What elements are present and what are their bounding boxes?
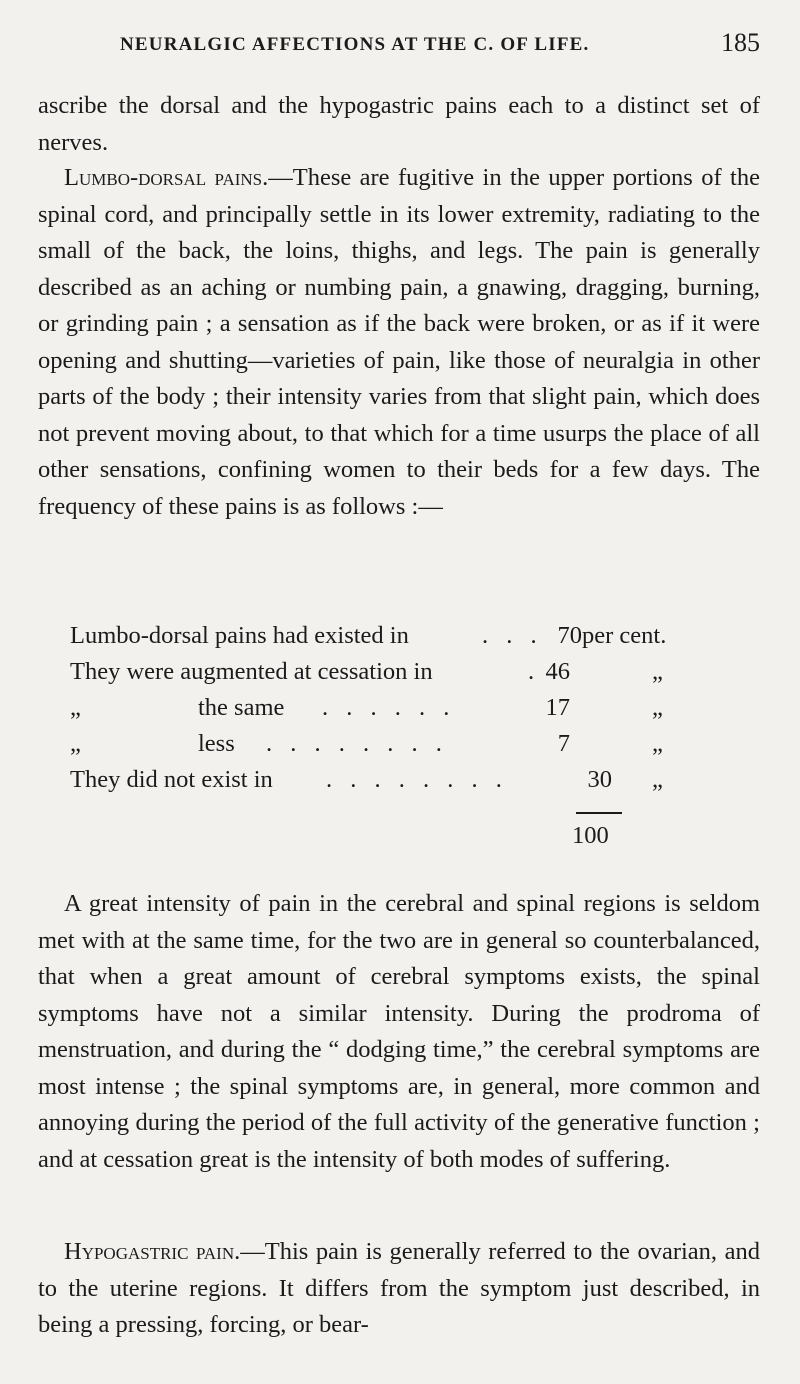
- leader-dots: . . . . . . . .: [266, 730, 448, 757]
- row-unit: „: [652, 730, 663, 757]
- row-label: They did not exist in: [70, 766, 273, 793]
- table-row: [70, 622, 760, 658]
- ditto-mark: „: [70, 730, 81, 757]
- row-unit: „: [652, 766, 663, 793]
- page-number: 185: [721, 28, 760, 57]
- row-value: 30: [587, 766, 612, 793]
- paragraph-hypogastric: [38, 1234, 760, 1344]
- frequency-table: [70, 622, 760, 849]
- section-heading-hypogastric: Hypogastric pain.: [64, 1238, 241, 1265]
- row-unit: „: [652, 694, 663, 721]
- ditto-mark: „: [70, 694, 81, 721]
- paragraph-text: ascribe the dorsal and the hypogastric pains each to a distinct set of nerves.: [38, 92, 760, 156]
- row-value: 7: [557, 730, 570, 757]
- row-unit: „: [652, 658, 663, 685]
- row-label: less: [198, 730, 235, 757]
- row-value: 70: [557, 622, 582, 649]
- table-total: 100: [572, 822, 609, 849]
- leader-dots: .: [528, 658, 541, 685]
- paragraph-lumbo-dorsal: [38, 160, 760, 525]
- section-heading-lumbo-dorsal: Lumbo-dorsal pains.: [64, 164, 269, 191]
- row-label: the same: [198, 694, 285, 721]
- paragraph-continuation: [38, 88, 760, 161]
- page-header: [120, 28, 760, 64]
- table-row: [70, 694, 760, 730]
- total-rule: [576, 812, 622, 814]
- row-unit: per cent.: [582, 622, 667, 649]
- leader-dots: . . . . . . . .: [326, 766, 508, 793]
- paragraph-text: —This pain is generally referred to the ovarian, and to the uterine regions. It differs from the symptom just described, in being a pressing, forcing, or bear-: [38, 1238, 761, 1338]
- leader-dots: . . . . . .: [322, 694, 456, 721]
- row-value: 17: [545, 694, 570, 721]
- paragraph-text: —These are fugitive in the upper portions of the spinal cord, and principally settle in its lower extremity, radiating to the small of the back, the loins, thighs, and legs. The pain is generally described as an aching or numbing pain, a gnawing, dragging, burning, or grinding pain ; a sensation as if the back were broken, or as if it were opening and shutting—varieties of pain, like those of neuralgia in other parts of the body ; their intensity varies from that slight pain, which does not prevent moving about, to that which for a time usurps the place of all other sensations, confining women to their beds for a few days. The frequency of these pains is as follows :—: [38, 164, 760, 520]
- row-label: Lumbo-dorsal pains had existed in: [70, 622, 409, 649]
- leader-dots: . . .: [482, 622, 543, 649]
- table-row: [70, 658, 760, 694]
- table-row: [70, 766, 760, 802]
- running-head: NEURALGIC AFFECTIONS AT THE C. OF LIFE.: [120, 34, 590, 55]
- paragraph-intensity: [38, 886, 760, 1178]
- row-label: They were augmented at cessation in: [70, 658, 433, 685]
- row-value: 46: [545, 658, 570, 685]
- paragraph-text: A great intensity of pain in the cerebral and spinal regions is seldom met with at the same time, for the two are in general so counterbalanced, that when a great amount of cerebral symptoms exists, the spinal symptoms have not a similar intensity. During the prodroma of menstruation, and during the “ dodging time,” the cerebral symptoms are most intense ; the spinal symptoms are, in general, more common and annoying during the period of the full activity of the generative function ; and at cessation great is the intensity of both modes of suffering.: [38, 890, 760, 1173]
- table-row: [70, 730, 760, 766]
